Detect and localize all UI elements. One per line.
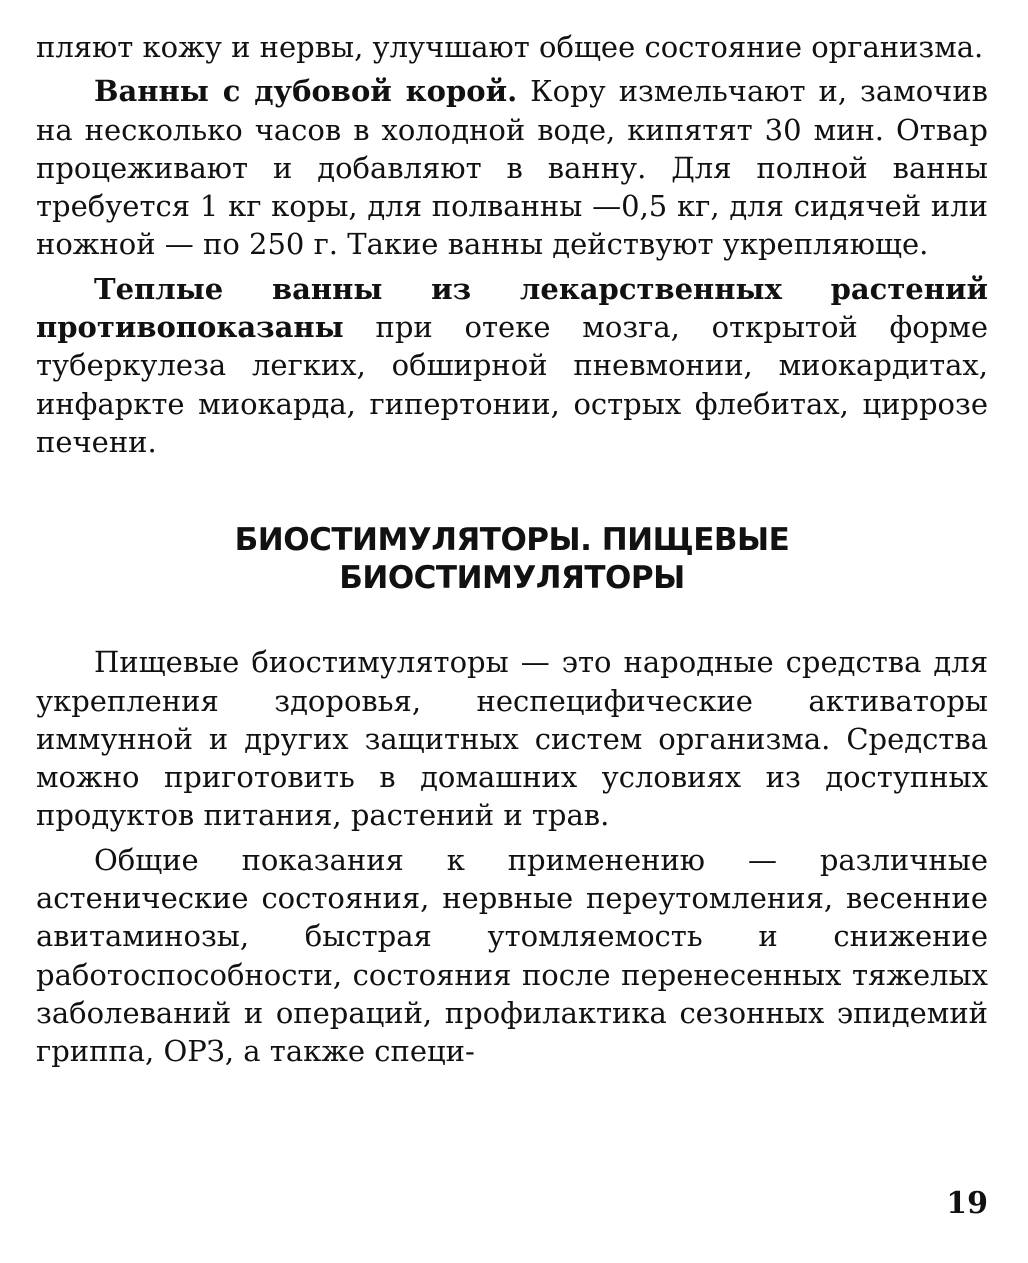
contraindications-text: при отеке мозга, открытой форме туберкулеза легких, обширной пневмонии, миокардитах, инфаркте миокарда, гипертонии, острых флебитах, циррозе печени. (36, 310, 988, 459)
book-page (36, 28, 988, 1071)
contraindications-title: Теплые ванны из лекарственных растений противопоказаны (36, 271, 988, 345)
biostimulators-definition-paragraph: Пищевые биостимуляторы — это народные средства для укрепления здоровья, неспецифические активаторы иммунной и других защитных систем организма. Средства можно приготовить в домашних условиях из доступных продуктов питания, растений и трав. (36, 645, 988, 833)
section-heading (36, 521, 988, 597)
indications-paragraph: Общие показания к применению — различные астенические состояния, нервные переутомления, весенние авитаминозы, быстрая утомляемость и снижение работоспособности, состояния после перенесенных тяжелых заболеваний и операций, профилактика сезонных эпидемий гриппа, ОРЗ, а также специ- (36, 842, 988, 1069)
continuation-paragraph: пляют кожу и нервы, улучшают общее состояние организма. (36, 30, 984, 64)
contraindications-paragraph (36, 270, 988, 461)
section-heading-line-1: БИОСТИМУЛЯТОРЫ. ПИЩЕВЫЕ (234, 522, 790, 559)
page-number: 19 (946, 1186, 988, 1221)
oak-bark-bath-paragraph (36, 72, 988, 263)
oak-bark-bath-title: Ванны с дубовой корой. (94, 74, 518, 109)
oak-bark-bath-text: Кору измельчают и, замочив на несколько часов в холодной воде, кипятят 30 мин. Отвар процеживают и добавляют в ванну. Для полной ванны требуется 1 кг коры, для полванны —0,5 кг, для сидячей или ножной — по 250 г. Такие ванны действуют укрепляюще. (36, 74, 988, 262)
section-heading-line-2: БИОСТИМУЛЯТОРЫ (339, 560, 685, 597)
